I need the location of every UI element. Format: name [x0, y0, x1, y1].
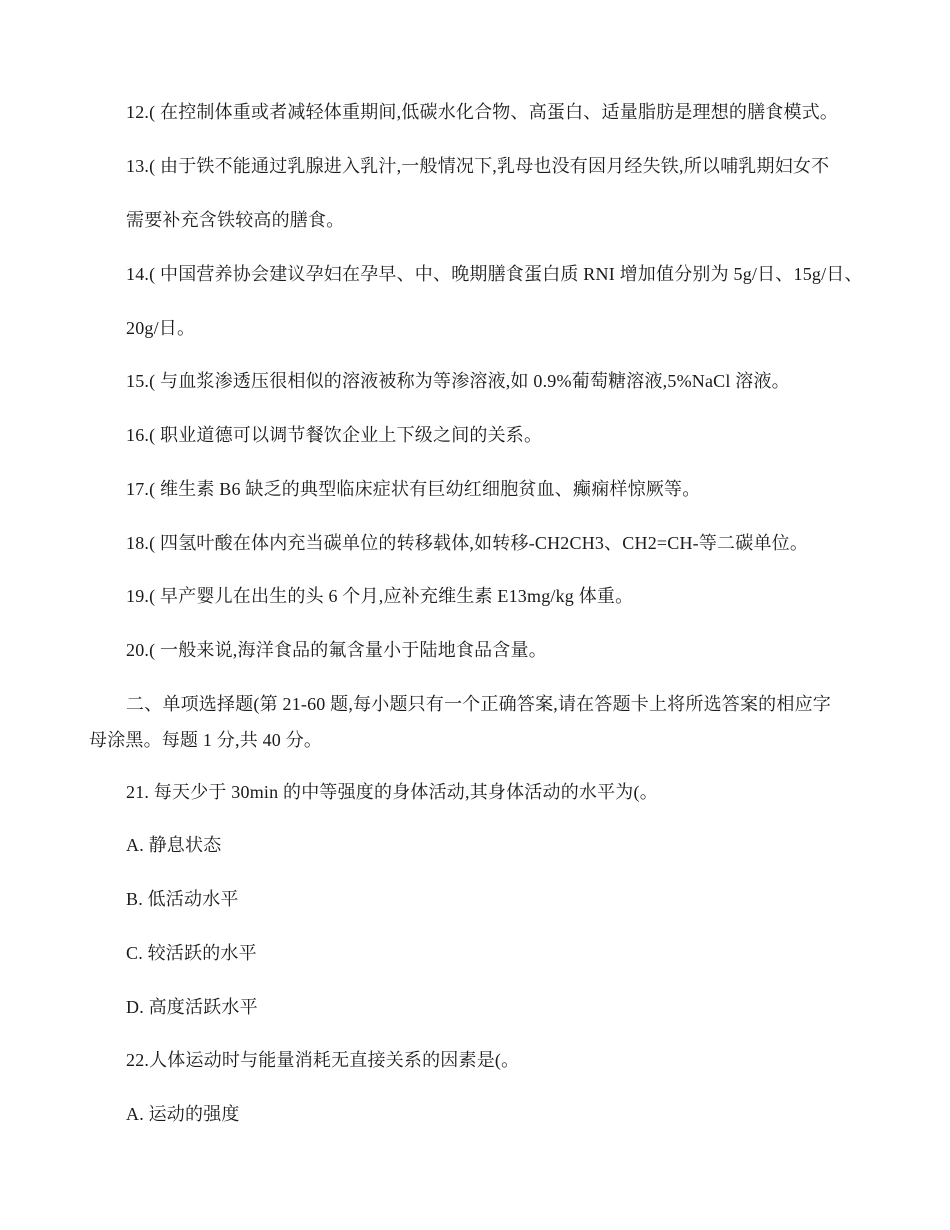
question-19: 19.( 早产婴儿在出生的头 6 个月,应补充维生素 E13mg/kg 体重。	[126, 586, 634, 606]
question-15: 15.( 与血浆渗透压很相似的溶液被称为等渗溶液,如 0.9%葡萄糖溶液,5%NaCl 溶液。	[126, 371, 790, 391]
question-13: 13.( 由于铁不能通过乳腺进入乳汁,一般情况下,乳母也没有因月经失铁,所以哺乳期妇女不	[126, 156, 830, 176]
question-21-option-b: B. 低活动水平	[126, 889, 239, 909]
question-20: 20.( 一般来说,海洋食品的氟含量小于陆地食品含量。	[126, 640, 547, 660]
question-14-continuation: 20g/日。	[126, 318, 196, 338]
section-heading: 二、单项选择题(第 21-60 题,每小题只有一个正确答案,请在答题卡上将所选答案的相应字	[126, 694, 831, 714]
question-21-option-c: C. 较活跃的水平	[126, 943, 257, 963]
question-22: 22.人体运动时与能量消耗无直接关系的因素是(。	[126, 1050, 520, 1070]
question-21-option-d: D. 高度活跃水平	[126, 997, 258, 1017]
question-18: 18.( 四氢叶酸在体内充当碳单位的转移载体,如转移-CH2CH3、CH2=CH-等二碳单位。	[126, 533, 809, 553]
question-21: 21. 每天少于 30min 的中等强度的身体活动,其身体活动的水平为(。	[126, 782, 658, 802]
section-heading-continuation: 母涂黑。每题 1 分,共 40 分。	[89, 730, 323, 750]
question-14: 14.( 中国营养协会建议孕妇在孕早、中、晚期膳食蛋白质 RNI 增加值分别为 5g/日、15g/日、	[126, 264, 863, 284]
question-22-option-a: A. 运动的强度	[126, 1104, 240, 1124]
question-17: 17.( 维生素 B6 缺乏的典型临床症状有巨幼红细胞贫血、癫痫样惊厥等。	[126, 479, 701, 499]
question-12: 12.( 在控制体重或者减轻体重期间,低碳水化合物、高蛋白、适量脂肪是理想的膳食模式。	[126, 102, 839, 122]
question-21-option-a: A. 静息状态	[126, 835, 222, 855]
question-13-continuation: 需要补充含铁较高的膳食。	[126, 210, 345, 230]
question-16: 16.( 职业道德可以调节餐饮企业上下级之间的关系。	[126, 425, 543, 445]
